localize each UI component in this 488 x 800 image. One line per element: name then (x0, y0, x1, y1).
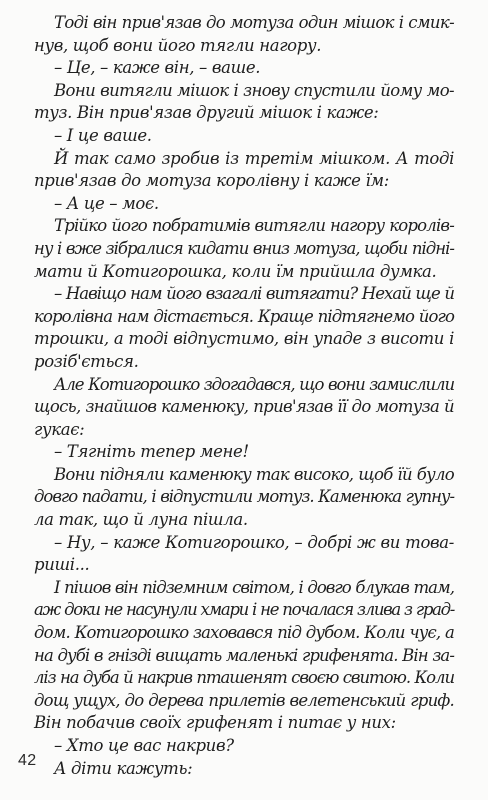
text-line: А діти кажуть: (54, 758, 193, 778)
text-line: трошки, а тоді відпустимо, він упаде з висоти і (34, 329, 454, 349)
text-line: мати й Котигорошка, коли їм прийшла думка. (34, 261, 437, 281)
text-line: дощ ущух, до дерева прилетів велетенський гриф. (34, 690, 454, 710)
text-line: Але Котигорошко здогадався, що вони замислили (54, 374, 454, 394)
text-line: ла так, що й луна пішла. (34, 510, 248, 530)
text-line: нув, щоб вони його тягли нагору. (34, 35, 322, 55)
text-line: – Це, – каже він, – ваше. (54, 58, 261, 78)
text-line: риші... (34, 555, 90, 575)
text-line: аж доки не насунули хмари і не почалася злива з град- (34, 600, 454, 620)
text-line: – І це ваше. (54, 125, 152, 145)
text-line: довго падати, і відпустили мотуз. Каменюка гупну- (34, 487, 454, 507)
text-line: Він побачив своїх грифенят і питає у них: (34, 713, 396, 733)
text-line: прив'язав до мотуза королівну і каже їм: (34, 171, 389, 191)
text-line: – А це – моє. (54, 193, 159, 213)
text-line: – Хто це вас накрив? (54, 736, 234, 755)
text-line: – Навіщо нам його взагалі витягати? Нехай ще й (54, 284, 454, 304)
text-line: Вони витягли мішок і знову спустили йому мо- (54, 80, 454, 100)
text-line: Тоді він прив'язав до мотуза один мішок і смик- (54, 13, 454, 32)
page-body-text (34, 12, 454, 780)
text-line: на дубі в гнізді вищать маленькі грифенята. Він за- (34, 645, 454, 665)
text-line: І пішов він підземним світом, і довго блукав там, (54, 577, 454, 597)
text-line: Трійко його побратимів витягли нагору королів- (54, 216, 454, 236)
text-line: гукає: (34, 419, 85, 439)
text-line: – Тягніть тепер мене! (54, 442, 249, 462)
text-line: дом. Котигорошко заховався під дубом. Коли чує, а (34, 623, 454, 643)
text-line: ну і вже зібралися кидати вниз мотуза, щоби підні- (34, 238, 454, 258)
text-line: ліз на дуба й накрив пташенят своєю свитою. Коли (34, 668, 454, 688)
page-number: 42 (18, 752, 37, 769)
text-line: щось, знайшов каменюку, прив'язав її до мотуза й (34, 397, 454, 417)
text-line: розіб'ється. (34, 351, 139, 371)
text-line: туз. Він прив'язав другий мішок і каже: (34, 103, 379, 123)
text-line: королівна нам дістається. Краще підтягнемо його (34, 306, 454, 326)
text-line: Вони підняли каменюку так високо, щоб їй було (54, 464, 454, 484)
text-line: – Ну, – каже Котигорошко, – добрі ж ви това- (54, 532, 454, 552)
text-line: Й так само зробив із третім мішком. А тоді (54, 148, 454, 168)
